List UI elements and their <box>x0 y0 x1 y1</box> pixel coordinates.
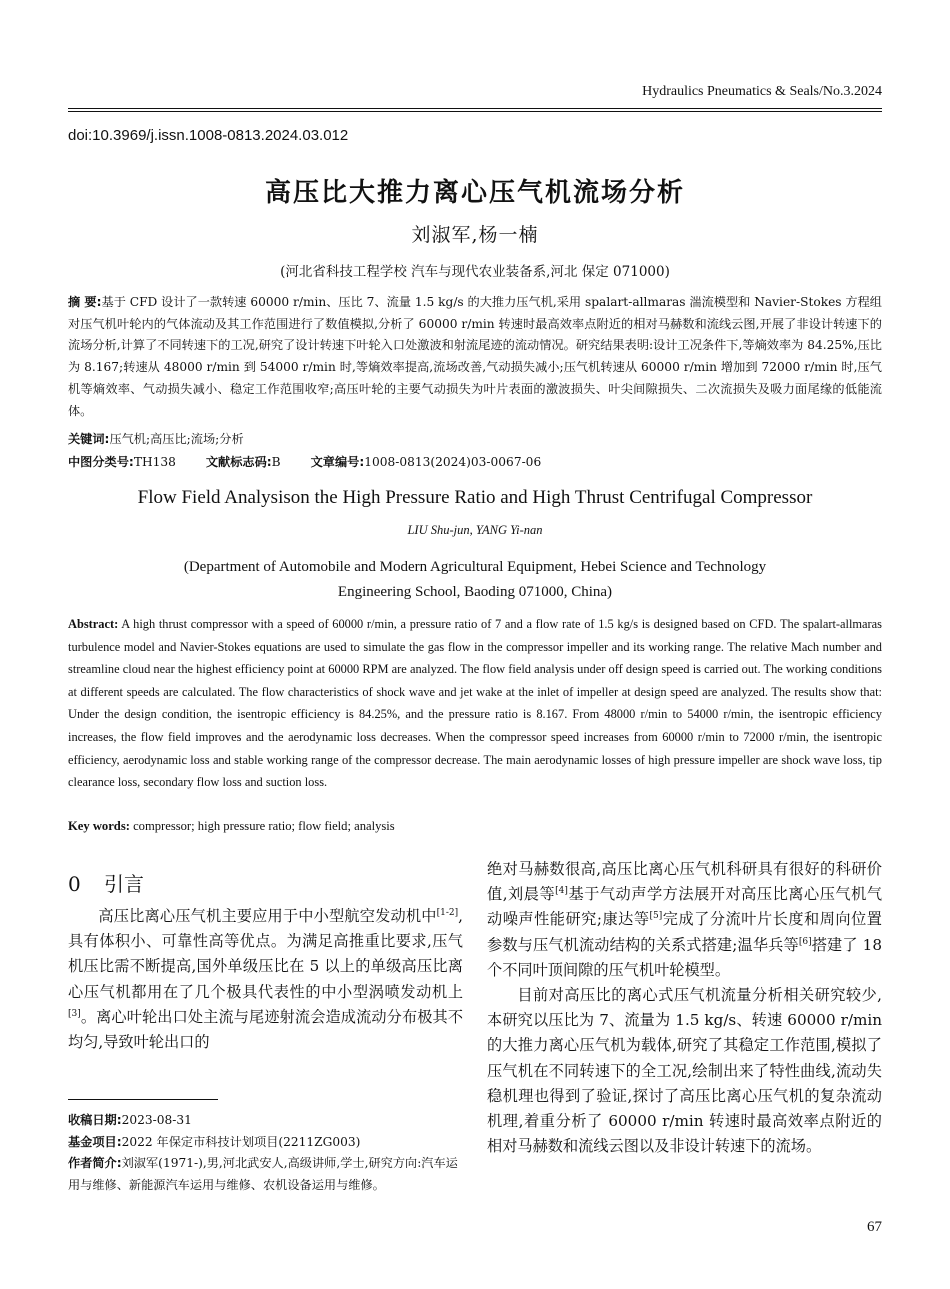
running-head: Hydraulics Pneumatics & Seals/No.3.2024 <box>642 84 882 99</box>
abstract-en-text: A high thrust compressor with a speed of 60000 r/min, a pressure ratio of 7 and a flow rate of 1.5 kg/s is designed based on CFD. The spalart-allmaras turbulence model and Navier-Stokes equations are used to simulate the gas flow in the compressor impeller and its working range. The relative Mach number and streamline cloud near the highest efficiency point at 60000 RPM are analyzed. The flow field analysis under off design speed is carried out. The working conditions at different speeds are calculated. The flow characteristics of shock wave and jet wake at the inlet of impeller at design speed are analyzed. The results show that: Under the design condition, the isentropic efficiency is 84.25%, and the pressure ratio is 8.167. From 48000 r/min to 54000 r/min, the isentropic efficiency increases, the flow field improves and the aerodynamic loss decreases. When the compressor speed increases from 60000 r/min to 72000 r/min, the isentropic efficiency, aerodynamic loss and stable working range of the compressor decrease. The main aerodynamic losses of high pressure impeller are shock wave loss, tip clearance loss, secondary flow loss and suction loss. <box>68 617 882 790</box>
abstract-zh <box>68 292 882 422</box>
footnotes <box>68 1110 463 1196</box>
clc-value: TH138 <box>133 455 176 469</box>
author-label: 作者简介: <box>68 1156 122 1170</box>
keywords-zh <box>68 430 244 447</box>
abstract-en-label: Abstract: <box>68 617 119 631</box>
doc-code-label: 文献标志码: <box>205 455 272 469</box>
page-title-en: Flow Field Analysison the High Pressure Ratio and High Thrust Centrifugal Compressor <box>137 487 813 508</box>
keywords-en-label: Key words: <box>68 819 130 833</box>
fund-value: 2022 年保定市科技计划项目(2211ZG003) <box>121 1134 361 1149</box>
page-number: 67 <box>867 1219 882 1235</box>
citation-1-2[interactable]: [1-2] <box>436 908 459 918</box>
text-run: 。离心叶轮出口处主流与尾迹射流会造成流动分布极其不均匀,导致叶轮出口的 <box>68 1007 463 1052</box>
section-number: 0 <box>68 872 81 896</box>
keywords-zh-text: 压气机;高压比;流场;分析 <box>109 432 244 446</box>
received-label: 收稿日期: <box>68 1113 122 1127</box>
keywords-zh-label: 关键词: <box>68 432 110 446</box>
footnote-fund <box>68 1132 463 1154</box>
section-heading-intro <box>68 868 463 897</box>
intro-paragraph-1 <box>68 904 463 1055</box>
text-run: 高压比离心压气机主要应用于中小型航空发动机中 <box>98 907 437 925</box>
text-run: ,具有体积小、可靠性高等优点。为满足高推重比要求,压气机压比需不断提高,国外单级压比在 5 以上的单级高压比离心压气机都用在了几个极具代表性的中小型涡喷发动机上 <box>68 907 463 1001</box>
article-no-value: 1008-0813(2024)03-0067-06 <box>364 455 542 469</box>
affiliation-en: (Department of Automobile and Modern Agricultural Equipment, Hebei Science and Technology Engineering School, Baoding 071000, China) <box>183 559 767 600</box>
authors-en: LIU Shu-jun, YANG Yi-nan <box>407 523 543 537</box>
intro-paragraph-1-cont <box>487 857 882 983</box>
fund-label: 基金项目: <box>68 1134 122 1149</box>
author-value: 刘淑军(1971-),男,河北武安人,高级讲师,学士,研究方向:汽车运用与维修、新能源汽车运用与维修、农机设备运用与维修。 <box>68 1156 458 1192</box>
header-rule-thick <box>68 108 882 109</box>
keywords-en-text: compressor; high pressure ratio; flow field; analysis <box>129 819 395 833</box>
right-column-body <box>487 857 882 1159</box>
text-run: 完成了分流叶片长度和周向位置参数与压气机流动结构的关系式搭建;温华兵等 <box>487 910 882 954</box>
abstract-zh-label: 摘 要: <box>68 295 102 309</box>
doi[interactable]: doi:10.3969/j.issn.1008-0813.2024.03.012 <box>68 127 349 144</box>
clc-label: 中图分类号: <box>68 455 134 469</box>
classification-zh <box>68 453 541 470</box>
abstract-zh-text: 基于 CFD 设计了一款转速 60000 r/min、压比 7、流量 1.5 kg/s 的大推力压气机,采用 spalart-allmaras 湍流模型和 Navier-Stokes 方程组对压气机叶轮内的气体流动及其工作范围进行了数值模拟,分析了 60000 r/min 转速时最高效率点附近的相对马赫数和流线云图,开展了非设计转速下的流场分析,计算了不同转速下的工况,研究了设计转速下叶轮入口处激波和射流尾迹的流动情况。研究结果表明:设计工况条件下,等熵效率为 84.25%,压比为 8.167;转速从 48000 r/min 到 54000 r/min 时,等熵效率提高,流场改善,气动损失减小;压气机转速从 60000 r/min 增加到 72000 r/min 时,压气机等熵效率、气动损失减小、稳定工作范围收窄;高压叶轮的主要气动损失为叶片表面的激波损失、叶尖间隙损失、二次流损失及吸力面尾缘的低能流体。 <box>68 295 882 418</box>
intro-paragraph-2: 目前对高压比的离心式压气机流量分析相关研究较少,本研究以压比为 7、流量为 1.5 kg/s、转速 60000 r/min 的大推力离心压气机为载体,研究了其稳定工作范围,模拟了压气机在不同转速下的全工况,绘制出来了特性曲线,流动失稳机理也得到了验证,探讨了高压比离心压气机的复杂流动机理,着重分析了 60000 r/min 转速时最高效率点附近的相对马赫数和流线云图以及非设计转速下的流场。 <box>487 986 882 1156</box>
authors-zh: 刘淑军,杨一楠 <box>411 224 539 246</box>
citation-6[interactable]: [6] <box>798 936 812 947</box>
abstract-en <box>68 613 882 794</box>
citation-5[interactable]: [5] <box>649 911 663 922</box>
text-run: 绝对马赫数很高,高压比离心压气机科研具有很好的科研价值,刘晨等 <box>487 860 882 904</box>
text-run: 基于气动声学方法展开对高压比离心压气机气动噪声性能研究;康达等 <box>487 885 883 929</box>
citation-3[interactable]: [3] <box>68 1008 81 1019</box>
keywords-en <box>68 819 395 834</box>
affiliation-zh: (河北省科技工程学校 汽车与现代农业装备系,河北 保定 071000) <box>280 264 670 280</box>
page-title-zh: 高压比大推力离心压气机流场分析 <box>264 178 685 208</box>
header-rule-thin <box>68 111 882 112</box>
received-value: 2023-08-31 <box>121 1113 192 1127</box>
doc-code-value: B <box>271 455 281 469</box>
citation-4[interactable]: [4] <box>555 886 568 897</box>
footnote-author <box>68 1153 463 1196</box>
left-column-body <box>68 904 463 1055</box>
text-run: 搭建了 18 个不同叶顶间隙的压气机叶轮模型。 <box>487 935 882 979</box>
section-title: 引言 <box>104 872 144 896</box>
footnote-received <box>68 1110 463 1132</box>
article-no-label: 文章编号: <box>310 455 365 469</box>
footnote-divider <box>68 1099 218 1100</box>
